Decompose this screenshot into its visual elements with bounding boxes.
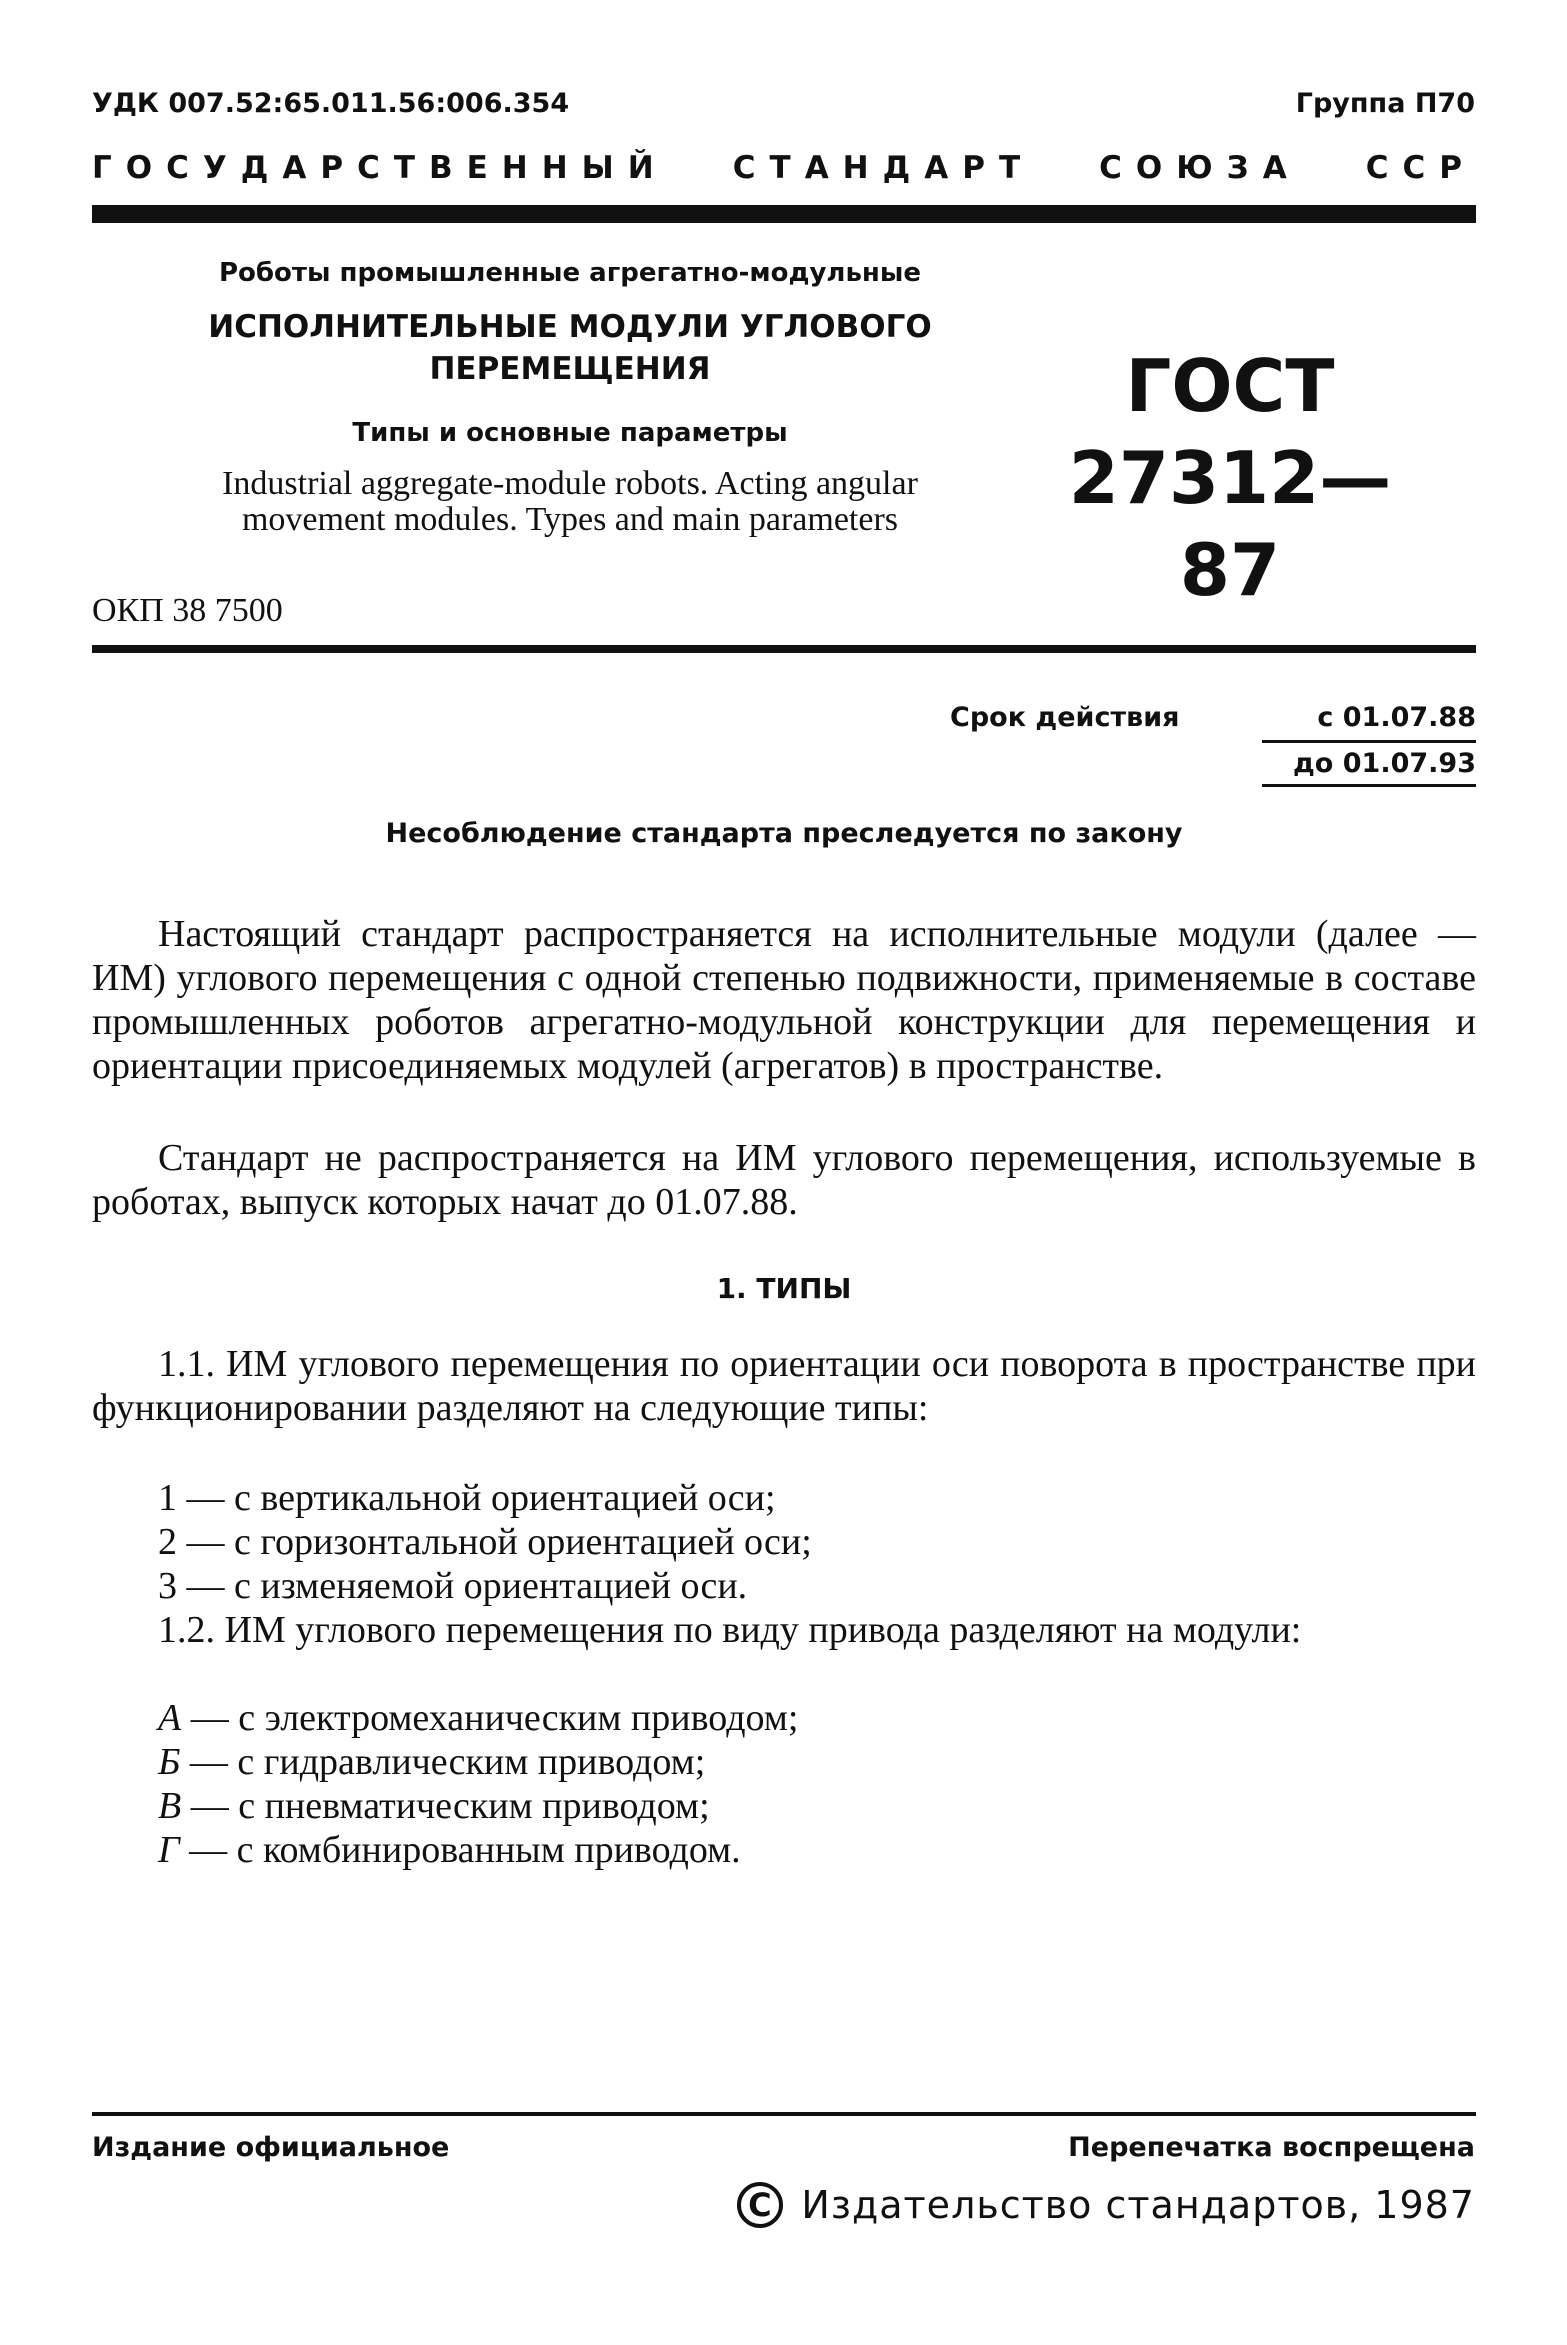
document-title: ИСПОЛНИТЕЛЬНЫЕ МОДУЛИ УГЛОВОГО ПЕРЕМЕЩЕНИЯ: [208, 309, 932, 387]
list-key: В: [158, 1785, 182, 1827]
list-item: [158, 1564, 747, 1608]
list-text: — с комбинированным приводом.: [179, 1829, 741, 1871]
footer-divider: [92, 2112, 1476, 2116]
list-text: — с гидравлическим приводом;: [180, 1741, 706, 1783]
list-key: 1: [158, 1477, 177, 1519]
state-standard-banner: [92, 150, 1476, 186]
list-key: Г: [158, 1829, 180, 1871]
banner-word: СТАНДАРТ: [732, 150, 1035, 186]
banner-word: ССР: [1365, 150, 1476, 186]
title-divider: [92, 645, 1476, 653]
list-key: 3: [158, 1565, 177, 1607]
list-text: — с электромеханическим приводом;: [181, 1697, 799, 1739]
validity-underline: [1262, 784, 1476, 787]
header-divider: [92, 205, 1476, 223]
list-text: — с горизонтальной ориентацией оси;: [177, 1521, 812, 1563]
validity-label: Срок действия: [950, 702, 1180, 733]
banner-word: ГОСУДАРСТВЕННЫЙ: [92, 150, 668, 186]
reprint-notice: Перепечатка воспрещена: [1068, 2132, 1475, 2163]
english-title: Industrial aggregate-module robots. Acting angular movement modules. Types and main parameters: [222, 465, 918, 538]
official-edition-note: Издание официальное: [92, 2132, 450, 2163]
list-key: А: [158, 1697, 182, 1739]
validity-from: с 01.07.88: [1317, 702, 1476, 733]
gost-designation: [1050, 340, 1410, 616]
okp-code: ОКП 38 7500: [92, 592, 283, 629]
legal-warning: Несоблюдение стандарта преследуется по закону: [385, 818, 1183, 849]
gost-label: ГОСТ: [1125, 344, 1335, 428]
section-title: 1. ТИПЫ: [716, 1272, 852, 1305]
list-item: [158, 1828, 741, 1872]
paragraph-1-1: 1.1. ИМ углового перемещения по ориентации оси поворота в пространстве при функционировании разделяют на следующие типы:: [92, 1343, 1476, 1429]
list-key: Б: [158, 1741, 181, 1783]
validity-to: до 01.07.93: [1293, 748, 1476, 779]
publisher-line: [737, 2182, 1475, 2228]
list-text: — с изменяемой ориентацией оси.: [177, 1565, 748, 1607]
list-item: [158, 1476, 776, 1520]
group-code: Группа П70: [1295, 88, 1475, 119]
publisher-text: Издательство стандартов, 1987: [801, 2183, 1475, 2227]
types-subtitle: Типы и основные параметры: [352, 418, 788, 448]
udk-code: УДК 007.52:65.011.56:006.354: [92, 88, 570, 119]
paragraph-exclusion: Стандарт не распространяется на ИМ углового перемещения, используемые в роботах, выпуск которых начат до 01.07.88.: [92, 1137, 1476, 1223]
list-item: [158, 1740, 705, 1784]
list-item: [158, 1520, 812, 1564]
list-text: — с вертикальной ориентацией оси;: [177, 1477, 776, 1519]
validity-underline: [1262, 740, 1476, 743]
list-key: 2: [158, 1521, 177, 1563]
gost-number: 27312—87: [1068, 436, 1392, 612]
list-item: [158, 1784, 710, 1828]
copyright-icon: C: [737, 2182, 783, 2228]
paragraph-scope: Настоящий стандарт распространяется на исполнительные модули (далее — ИМ) углового перемещения с одной степенью подвижности, применяемые в составе промышленных роботов агрегатно-модульной конструкции для перемещения и ориентации присоединяемых модулей (агрегатов) в пространстве.: [92, 913, 1476, 1087]
list-text: — с пневматическим приводом;: [181, 1785, 710, 1827]
document-subtitle: Роботы промышленные агрегатно-модульные: [218, 258, 922, 288]
paragraph-1-2: 1.2. ИМ углового перемещения по виду привода разделяют на модули:: [158, 1609, 1302, 1651]
list-item: [158, 1696, 798, 1740]
banner-word: СОЮЗА: [1099, 150, 1301, 186]
